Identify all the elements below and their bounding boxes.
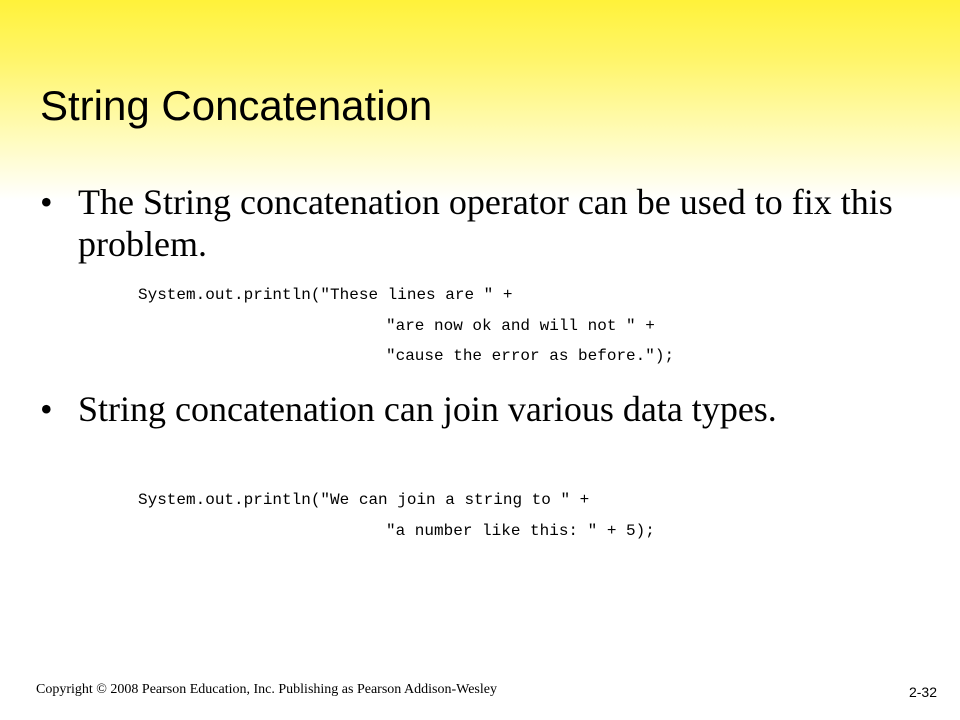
- bullet-marker: •: [40, 182, 53, 222]
- bullet-item: [40, 388, 900, 430]
- footer-copyright: Copyright © 2008 Pearson Education, Inc. Publishing as Pearson Addison-Wesley: [36, 682, 497, 697]
- bullet-marker: •: [40, 389, 53, 429]
- code-line: "are now ok and will not " +: [386, 317, 655, 335]
- code-line: "cause the error as before.");: [386, 347, 675, 365]
- code-line: "a number like this: " + 5);: [386, 522, 655, 540]
- bullet-text: The String concatenation operator can be used to fix this problem.: [78, 182, 893, 264]
- slide-title: String Concatenation: [40, 82, 433, 129]
- code-line: System.out.println("These lines are " +: [138, 286, 513, 304]
- page-number: 2-32: [908, 684, 937, 700]
- bullet-item: [40, 181, 900, 265]
- code-line: System.out.println("We can join a string to " +: [138, 491, 590, 509]
- bullet-text: String concatenation can join various data types.: [78, 389, 777, 429]
